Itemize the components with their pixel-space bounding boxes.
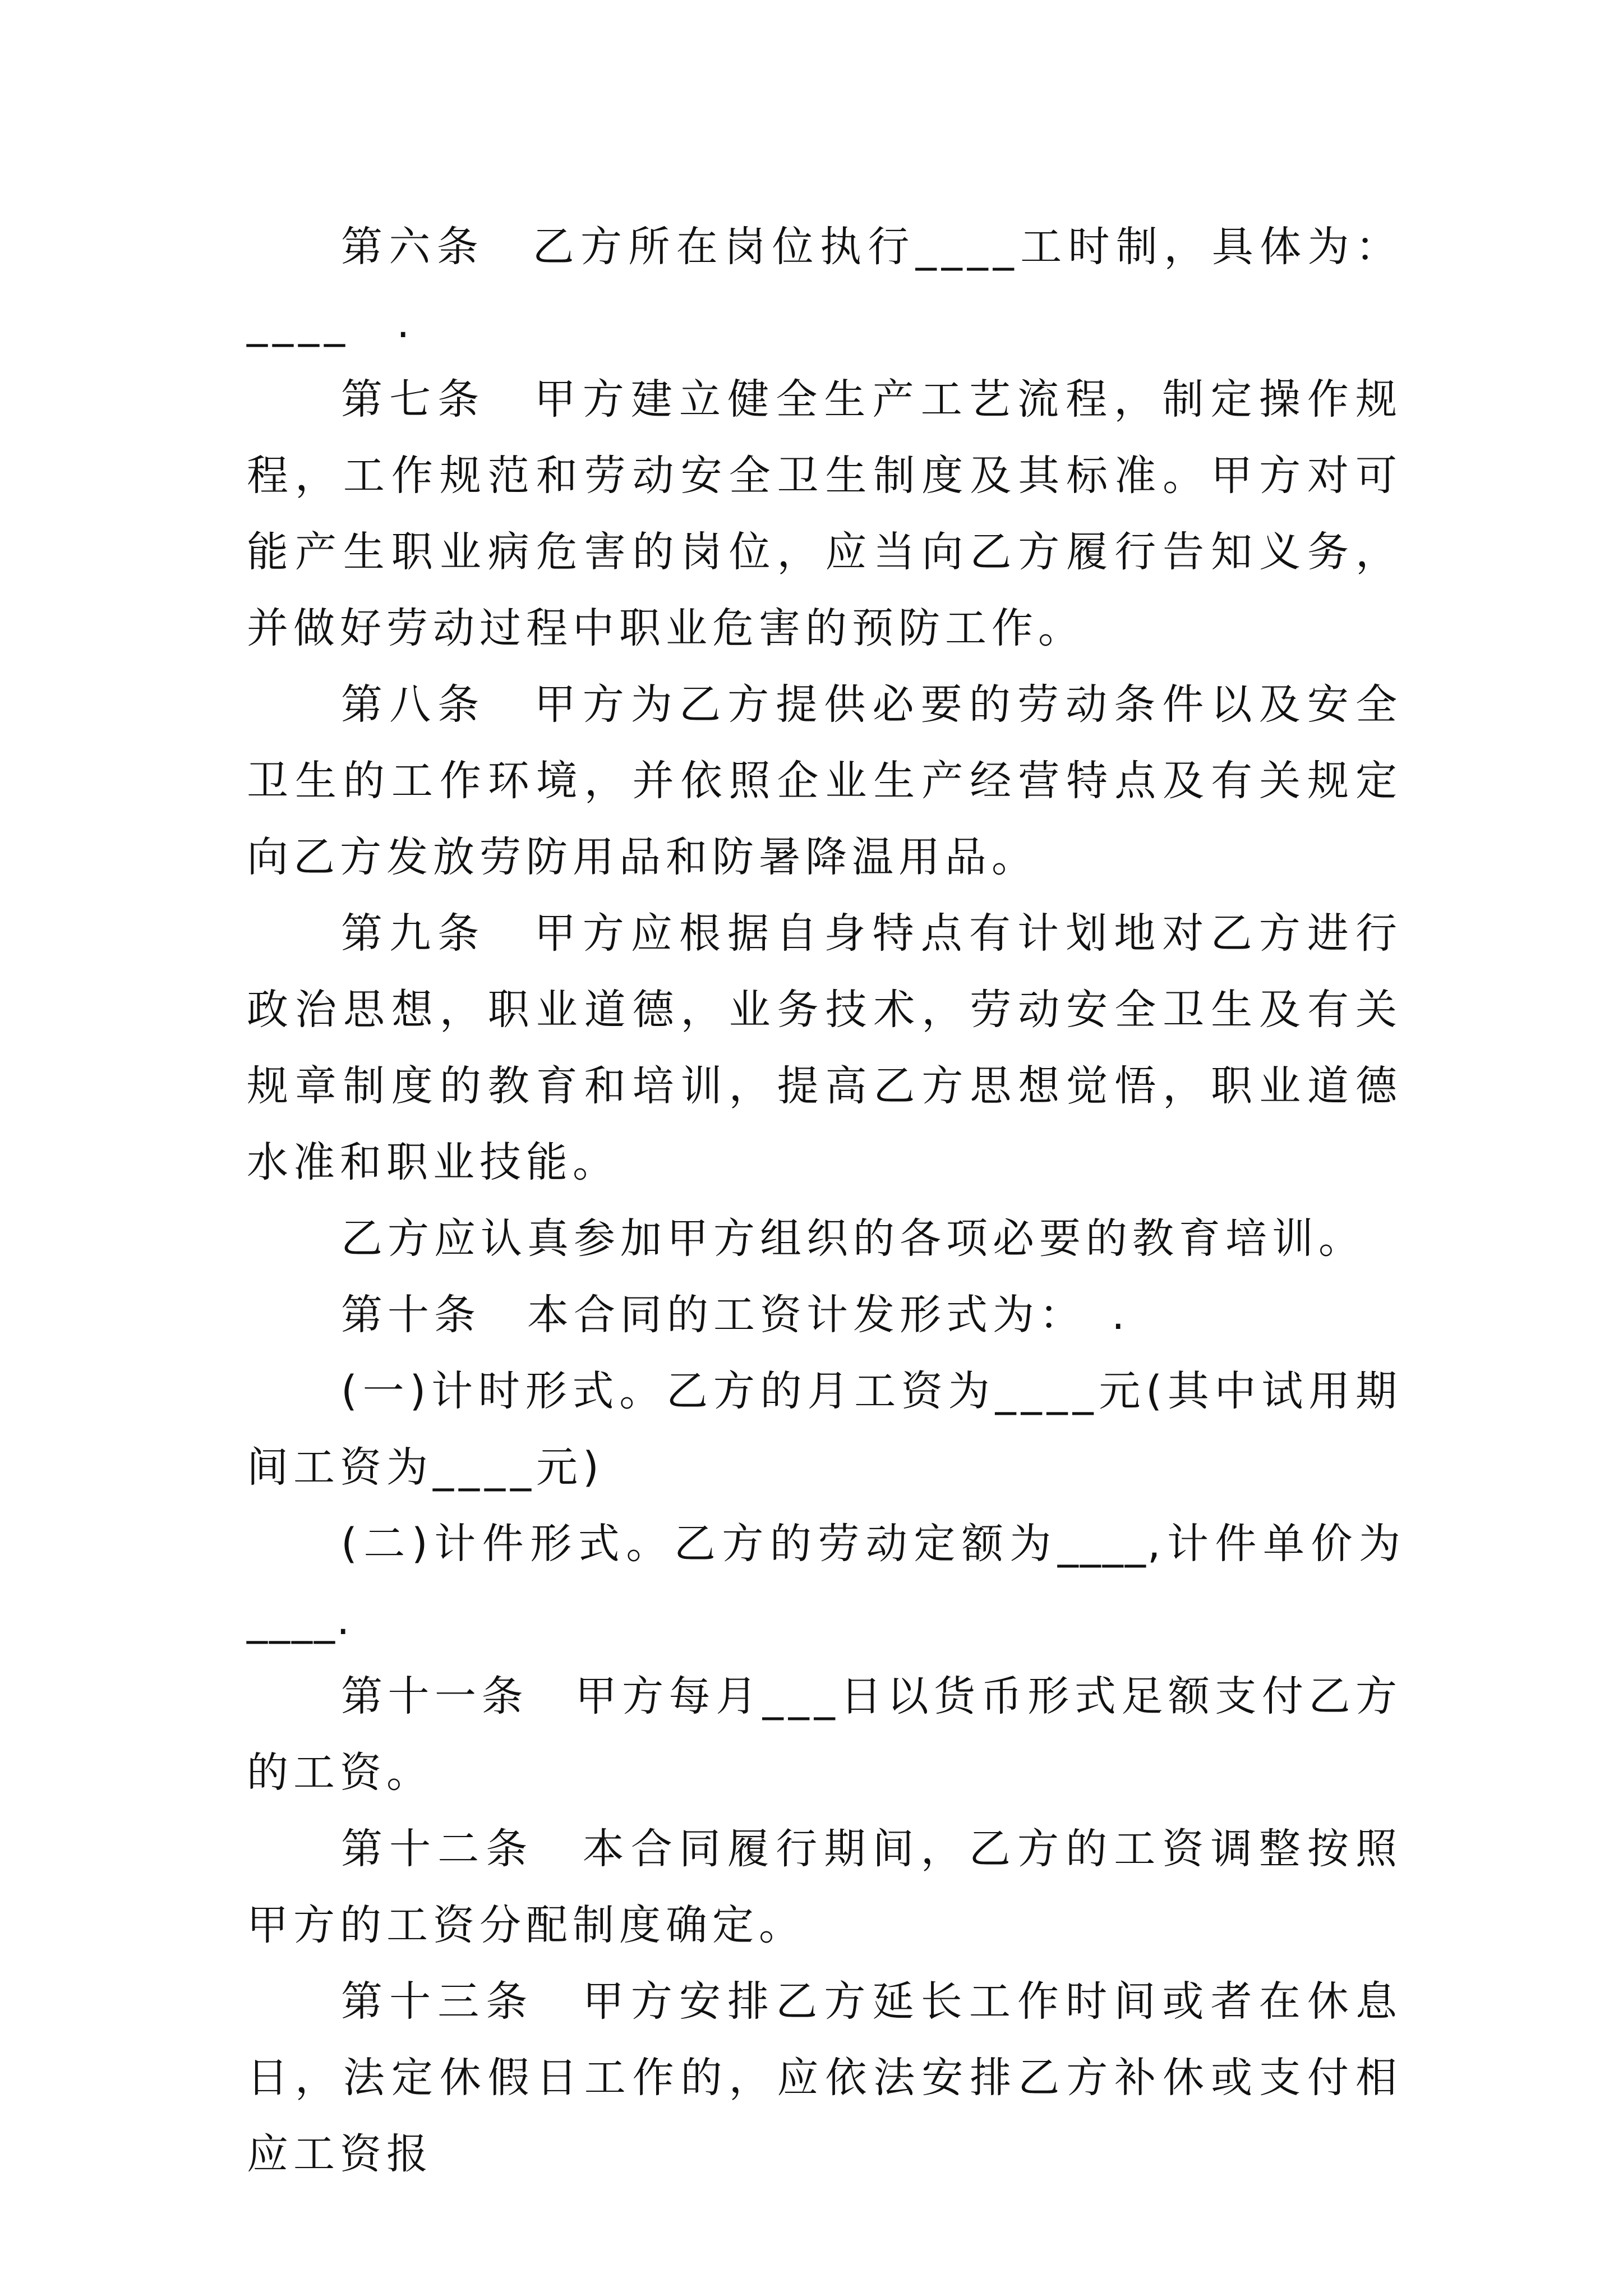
article-7: 第七条 甲方建立健全生产工艺流程，制定操作规程，工作规范和劳动安全卫生制度及其标准。甲方对可能产生职业病危害的岗位，应当向乙方履行告知义务，并做好劳动过程中职业危害的预防工作。 [247, 375, 1402, 652]
training-clause: 乙方应认真参加甲方组织的各项必要的教育培训。 [341, 1214, 1365, 1263]
article-8: 第八条 甲方为乙方提供必要的劳动条件以及安全卫生的工作环境，并依照企业生产经营特点及有关规定向乙方发放劳防用品和防暑降温用品。 [247, 680, 1402, 881]
article-13: 第十三条 甲方安排乙方延长工作时间或者在休息日，法定休假日工作的，应依法安排乙方补休或支付相应工资报 [247, 1977, 1402, 2178]
piece-rate-wage: (二)计件形式。乙方的劳动定额为____,计件单价为____. [247, 1520, 1402, 1644]
document-body [247, 209, 1402, 2192]
article-11: 第十一条 甲方每月___日以货币形式足额支付乙方的工资。 [247, 1672, 1402, 1797]
article-9: 第九条 甲方应根据自身特点有计划地对乙方进行政治思想，职业道德，业务技术，劳动安全卫生及有关规章制度的教育和培训，提高乙方思想觉悟，职业道德水准和职业技能。 [247, 909, 1402, 1186]
article-12: 第十二条 本合同履行期间，乙方的工资调整按照甲方的工资分配制度确定。 [247, 1825, 1402, 1949]
time-based-wage: (一)计时形式。乙方的月工资为____元(其中试用期间工资为____元) [247, 1367, 1402, 1492]
article-6: 第六条 乙方所在岗位执行____工时制，具体为：____ . [247, 223, 1402, 347]
article-10: 第十条 本合同的工资计发形式为： . [341, 1291, 1130, 1339]
